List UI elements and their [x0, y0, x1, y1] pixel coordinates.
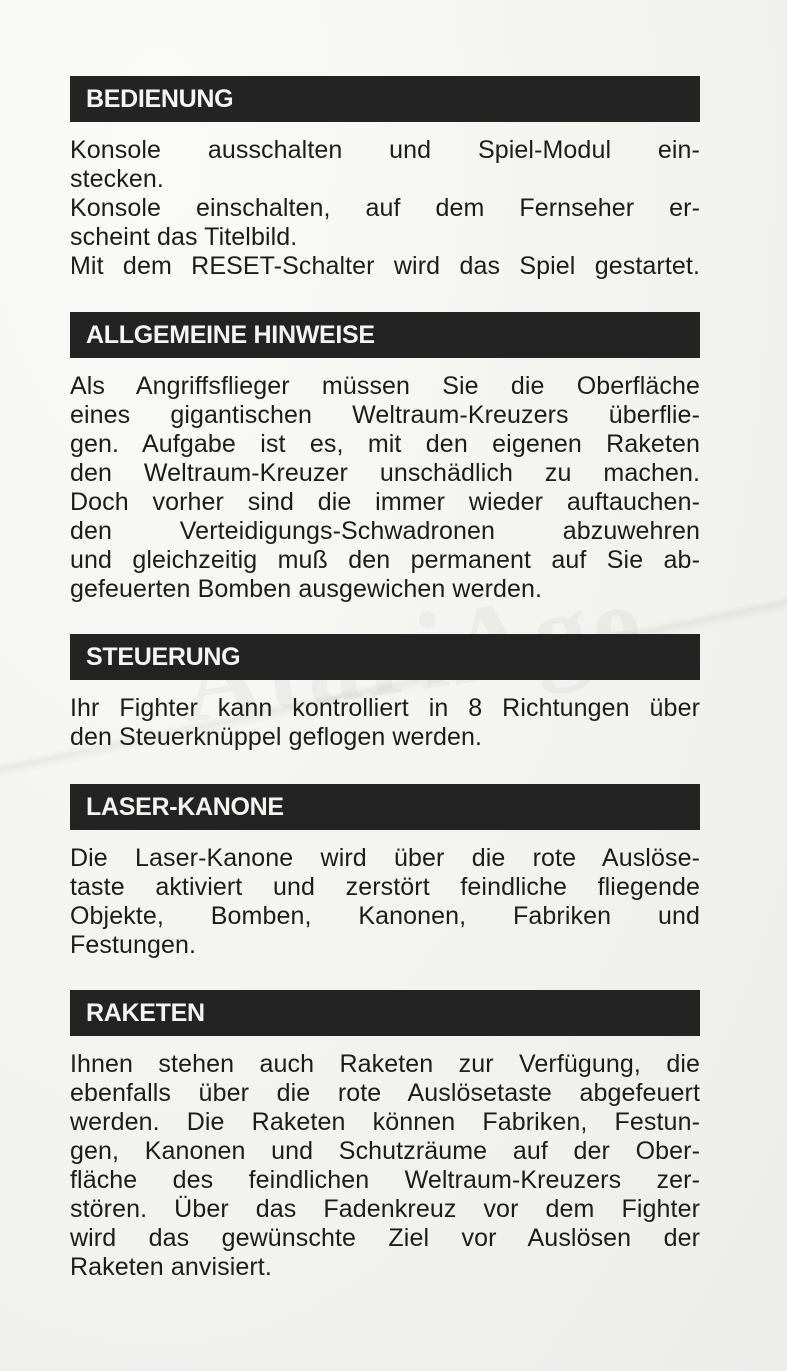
- section-title: RAKETEN: [86, 998, 205, 1027]
- section-title: ALLGEMEINE HINWEISE: [86, 320, 375, 349]
- text-line: den Weltraum-Kreuzer unschädlich zu machen.: [70, 459, 700, 487]
- text-line: gen, Kanonen und Schutzräume auf der Ober-: [70, 1137, 700, 1165]
- text-line: fläche des feindlichen Weltraum-Kreuzers zer-: [70, 1166, 700, 1194]
- section-header: [70, 312, 700, 358]
- text-line: Ihnen stehen auch Raketen zur Verfügung, die: [70, 1050, 700, 1078]
- section-title: STEUERUNG: [86, 642, 241, 671]
- section-bedienung: [70, 76, 700, 281]
- section-body: [70, 1050, 700, 1282]
- text-line: Als Angriffsflieger müssen Sie die Oberfläche: [70, 372, 700, 400]
- text-line: stören. Über das Fadenkreuz vor dem Fighter: [70, 1195, 700, 1223]
- text-line: ebenfalls über die rote Auslösetaste abgefeuert: [70, 1079, 700, 1107]
- text-line: stecken.: [70, 165, 164, 193]
- text-line: und gleichzeitig muß den permanent auf Sie ab-: [70, 546, 700, 574]
- text-line: Konsole ausschalten und Spiel-Modul ein-: [70, 136, 700, 164]
- section-body: [70, 136, 700, 281]
- section-body: [70, 844, 700, 960]
- text-line: Die Laser-Kanone wird über die rote Auslöse-: [70, 844, 700, 872]
- section-header: [70, 634, 700, 680]
- text-line: Mit dem RESET-Schalter wird das Spiel gestartet.: [70, 252, 700, 280]
- section-steuerung: [70, 634, 700, 752]
- text-line: Raketen anvisiert.: [70, 1253, 272, 1281]
- section-body: [70, 694, 700, 752]
- text-line: wird das gewünschte Ziel vor Auslösen der: [70, 1224, 700, 1252]
- section-laser-kanone: [70, 784, 700, 960]
- text-line: gen. Aufgabe ist es, mit den eigenen Raketen: [70, 430, 700, 458]
- text-line: den Verteidigungs-Schwadronen abzuwehren: [70, 517, 700, 545]
- section-header: [70, 990, 700, 1036]
- text-line: Festungen.: [70, 931, 197, 959]
- text-line: gefeuerten Bomben ausgewichen werden.: [70, 575, 543, 603]
- section-body: [70, 372, 700, 604]
- section-allgemeine-hinweise: [70, 312, 700, 604]
- section-title: BEDIENUNG: [86, 84, 234, 113]
- section-raketen: [70, 990, 700, 1282]
- text-line: eines gigantischen Weltraum-Kreuzers überflie-: [70, 401, 700, 429]
- text-line: Ihr Fighter kann kontrolliert in 8 Richtungen über: [70, 694, 700, 722]
- text-line: werden. Die Raketen können Fabriken, Festun-: [70, 1108, 700, 1136]
- text-line: Doch vorher sind die immer wieder auftauchen-: [70, 488, 700, 516]
- text-line: den Steuerknüppel geflogen werden.: [70, 723, 483, 751]
- text-line: taste aktiviert und zerstört feindliche fliegende: [70, 873, 700, 901]
- section-header: [70, 76, 700, 122]
- text-line: scheint das Titelbild.: [70, 223, 298, 251]
- text-line: Objekte, Bomben, Kanonen, Fabriken und: [70, 902, 700, 930]
- section-header: [70, 784, 700, 830]
- section-title: LASER-KANONE: [86, 792, 284, 821]
- text-line: Konsole einschalten, auf dem Fernseher er-: [70, 194, 700, 222]
